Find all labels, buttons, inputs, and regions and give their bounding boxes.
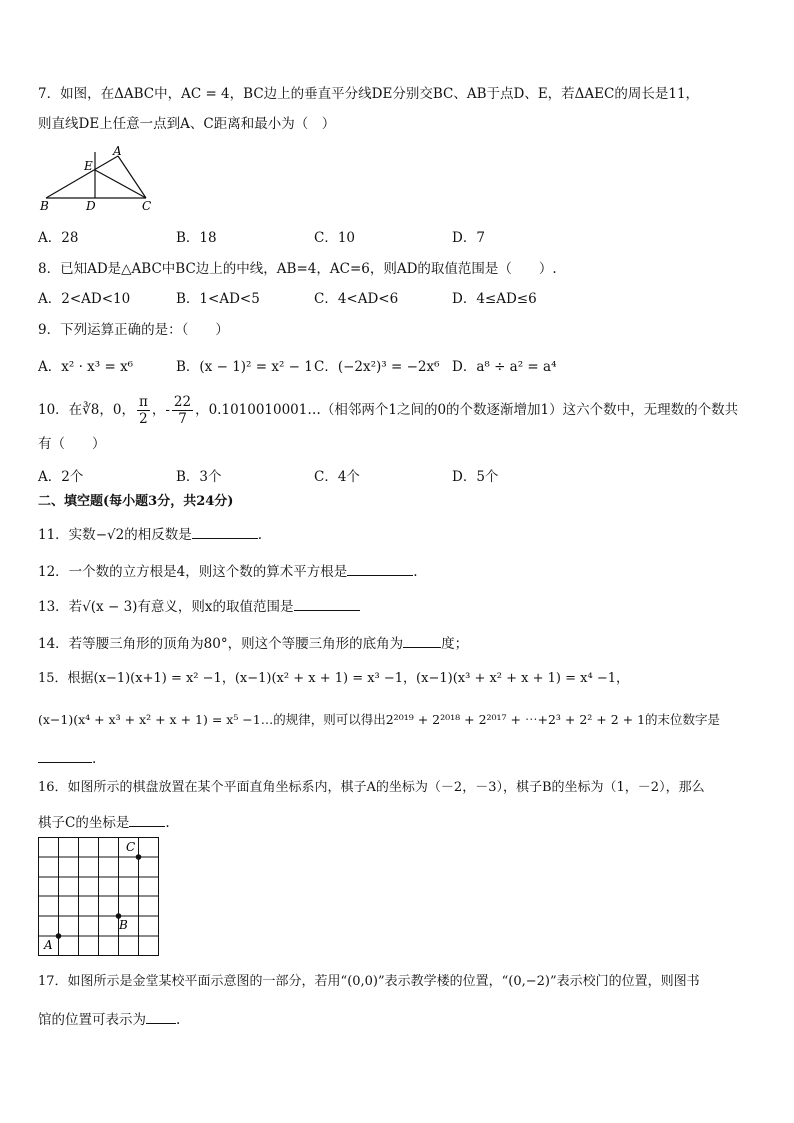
q11-end: .: [257, 527, 262, 543]
q10-fraction-pi: [137, 394, 150, 427]
q14-end: 度；: [441, 636, 469, 652]
q15-line3: [38, 748, 96, 769]
q15-end: .: [92, 751, 97, 767]
q10-line2: 有（ ）: [38, 436, 106, 452]
q7-option-d: D．7: [452, 230, 485, 246]
q16-pre: 棋子C的坐标是: [38, 815, 130, 831]
q7-option-c: C．10: [314, 230, 356, 246]
q7-triangle-figure: [38, 146, 158, 214]
q7-line1: 7．如图，在ΔABC中，AC = 4，BC边上的垂直平分线DE分别交BC、AB于点D、E，若ΔAEC的周长是11，: [38, 86, 700, 102]
q11-answer-blank[interactable]: [192, 524, 258, 539]
q10-option-d: D．5个: [452, 469, 499, 485]
q12-line: [38, 561, 418, 582]
q13-line: [38, 596, 360, 617]
q17-end: .: [176, 1012, 181, 1028]
q8-text: 8．已知AD是△ABC中BC边上的中线，AB=4，AC=6，则AD的取值范围是（ ）.: [38, 261, 557, 277]
q7-label-b: B: [40, 199, 49, 213]
q16-chessboard-grid: [38, 837, 160, 957]
q10-frac2-den: 7: [178, 411, 187, 427]
q9-option-b: B．(x − 1)² = x² − 1: [176, 359, 313, 375]
q10-option-a: A．2个: [38, 469, 84, 485]
q16-label-a: A: [44, 938, 53, 952]
q13-post: 有意义，则x的取值范围是: [137, 599, 294, 615]
q13-pre: 13．若: [38, 599, 83, 615]
q16-answer-blank[interactable]: [129, 812, 165, 827]
section-2-title: 二、填空题(每小题3分，共24分): [38, 494, 234, 509]
q7-label-d: D: [86, 199, 96, 213]
q8-option-a: A．2<AD<10: [38, 291, 131, 307]
q10-frac1-den: 2: [139, 411, 148, 427]
q17-pre: 馆的位置可表示为: [38, 1012, 146, 1028]
q7-option-b: B．18: [176, 230, 217, 246]
q16-piece-a: [56, 933, 62, 939]
q10-frac2-num: 22: [173, 394, 192, 410]
q16-end: .: [165, 815, 170, 831]
q9-option-a: A．x² · x³ = x⁶: [38, 359, 134, 375]
q16-label-b: B: [119, 918, 128, 932]
q10-frac1-num: π: [138, 394, 148, 410]
q10-option-c: C．4个: [314, 469, 360, 485]
q10-prefix: 10．在∛8，0，: [38, 402, 135, 418]
q9-option-c: C．(−2x²)³ = −2x⁶: [314, 359, 440, 375]
q8-option-d: D．4≤AD≤6: [452, 291, 537, 307]
q7-line2: 则直线DE上任意一点到A、C距离和最小为（ ）: [38, 116, 336, 132]
q11-expr: −√2: [95, 527, 125, 543]
q12-pre: 12．一个数的立方根是4，则这个数的算术平方根是: [38, 564, 348, 580]
q17-line2: [38, 1009, 180, 1030]
q15-line2: (x−1)(x⁴ + x³ + x² + x + 1) = x⁵ −1…的规律，则可以得出2²⁰¹⁹ + 2²⁰¹⁸ + 2²⁰¹⁷ + ⋯+2³ + 2² + 2 + 1的末位数字是: [38, 712, 721, 727]
q14-answer-blank[interactable]: [403, 633, 441, 648]
q15-line1: 15．根据(x−1)(x+1) = x² −1，(x−1)(x² + x + 1) = x³ −1，(x−1)(x³ + x² + x + 1) = x⁴ −1，: [38, 671, 629, 686]
q10-line1: [38, 392, 738, 428]
q12-answer-blank[interactable]: [347, 561, 413, 576]
q9-text: 9．下列运算正确的是：（ ）: [38, 322, 229, 338]
q8-option-b: B．1<AD<5: [176, 291, 260, 307]
q16-piece-c: [136, 854, 142, 860]
q10-suffix: ，0.1010010001…（相邻两个1之间的0的个数逐渐增加1）这六个数中，无理数的个数共: [195, 402, 739, 418]
q10-sep: ，-: [151, 402, 170, 418]
q15-answer-blank[interactable]: [38, 748, 92, 763]
q11-pre: 11．实数: [38, 527, 96, 543]
q13-answer-blank[interactable]: [294, 596, 360, 611]
q17-answer-blank[interactable]: [146, 1009, 176, 1024]
q10-option-b: B．3个: [176, 469, 222, 485]
q14-pre: 14．若等腰三角形的顶角为80°，则这个等腰三角形的底角为: [38, 636, 404, 652]
q17-line1: 17．如图所示是金堂某校平面示意图的一部分，若用“(0,0)”表示教学楼的位置，“(0,−2)”表示校门的位置，则图书: [38, 974, 700, 989]
q12-end: .: [413, 564, 418, 580]
q7-label-c: C: [142, 199, 152, 213]
q10-fraction-22-7: [172, 394, 193, 427]
q9-option-d: D．a⁸ ÷ a² = a⁴: [452, 359, 557, 375]
q11-line: [38, 524, 262, 545]
q11-post: 的相反数是: [124, 527, 192, 543]
q8-option-c: C．4<AD<6: [314, 291, 399, 307]
q13-expr: √(x − 3): [82, 599, 138, 615]
q16-line2: [38, 812, 170, 833]
q14-line: [38, 633, 468, 654]
q16-label-c: C: [126, 840, 136, 854]
q7-label-a: A: [113, 146, 122, 158]
q16-line1: 16．如图所示的棋盘放置在某个平面直角坐标系内，棋子A的坐标为（－2，－3），棋子B的坐标为（1，－2），那么: [38, 780, 705, 795]
q7-label-e: E: [84, 159, 93, 173]
q7-option-a: A．28: [38, 230, 79, 246]
